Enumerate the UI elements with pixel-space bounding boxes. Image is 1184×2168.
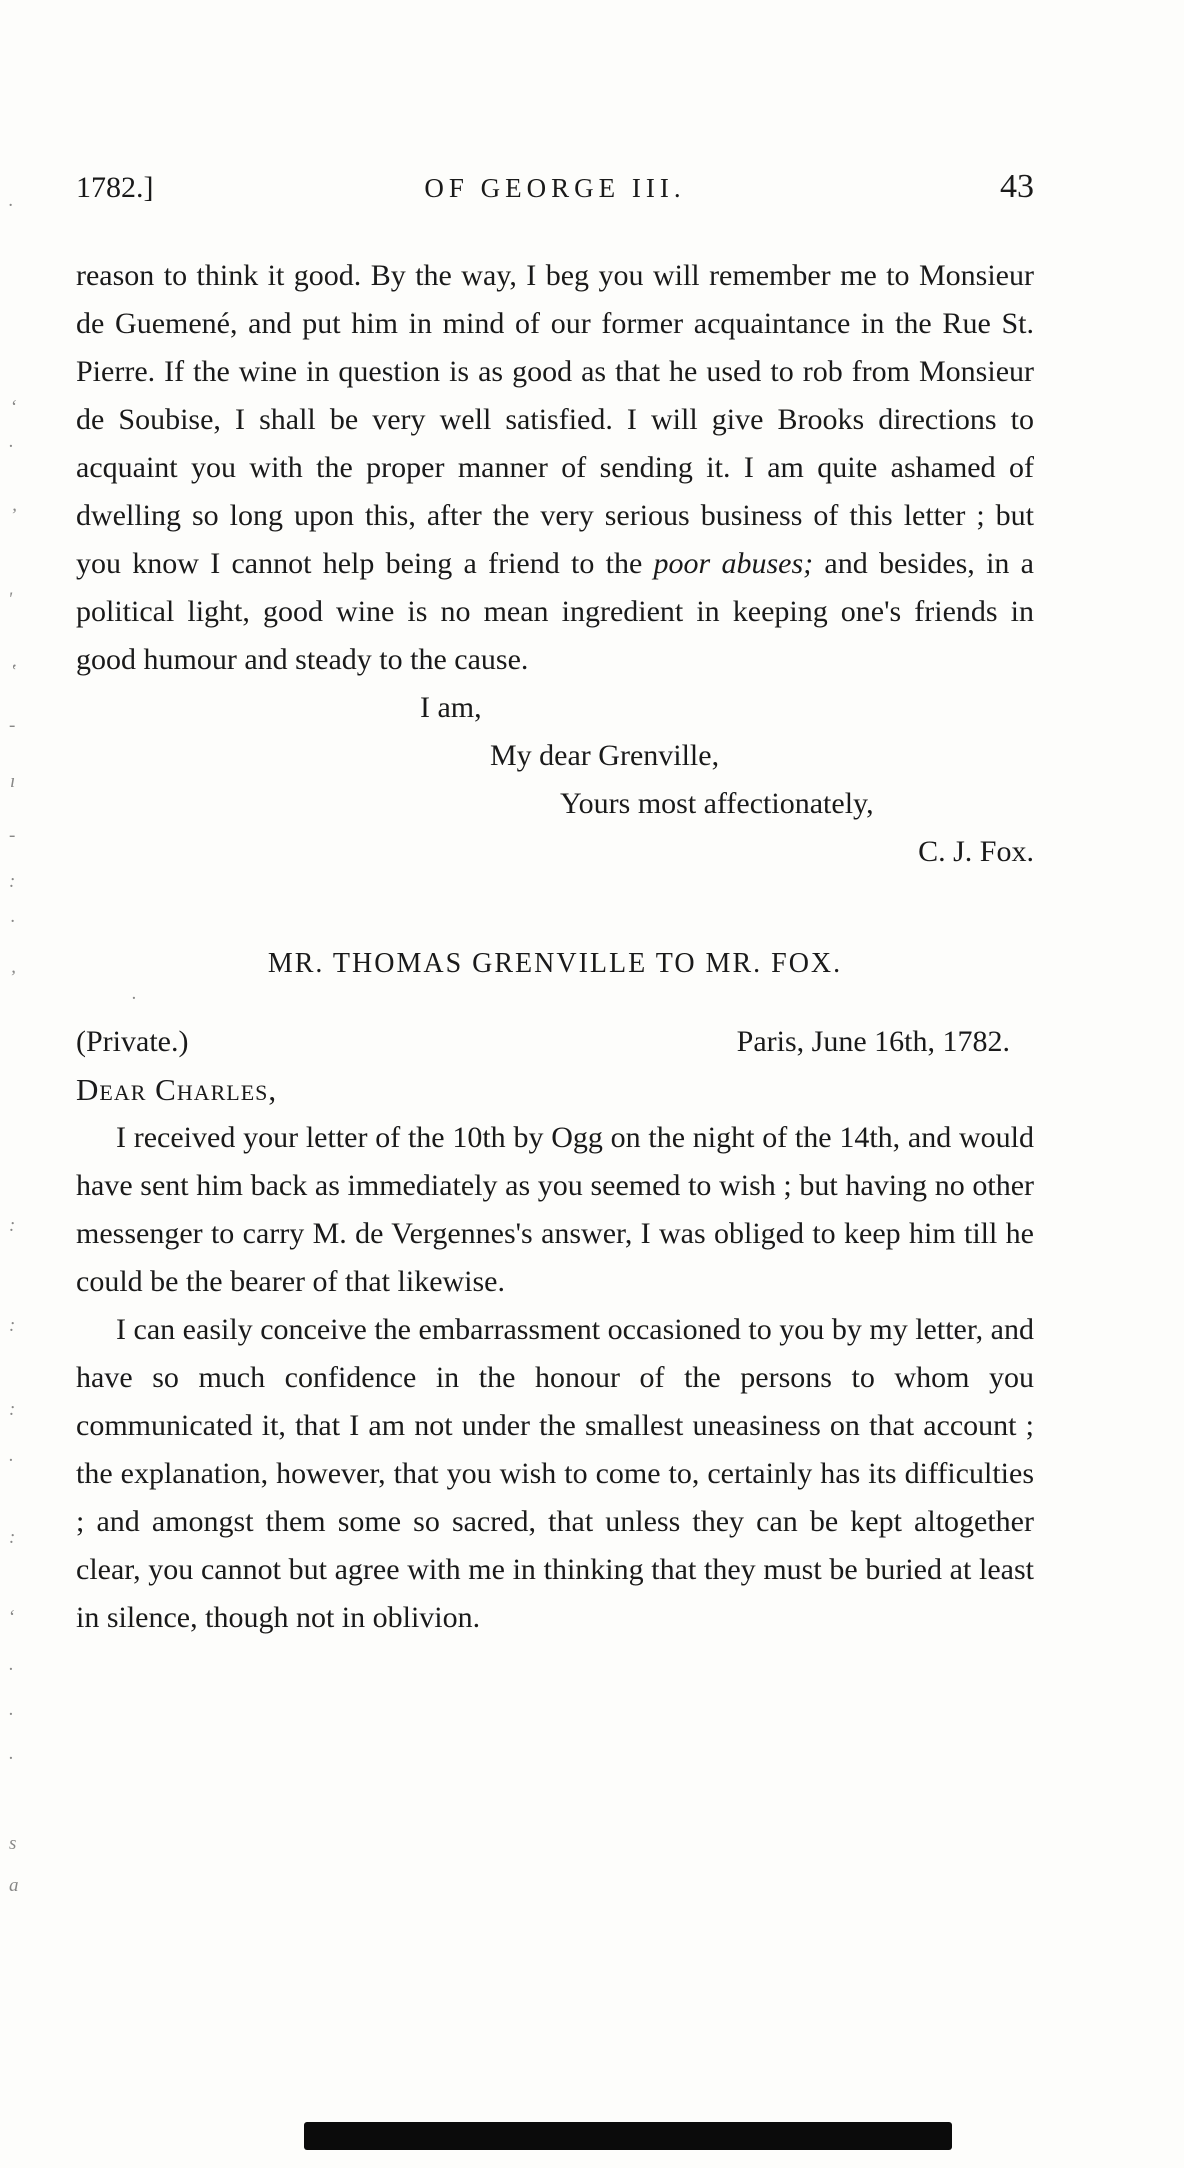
scan-speck: - [9,825,16,846]
scan-speck: . [132,983,137,1004]
scan-speck: ʼ [9,967,16,988]
scan-speck: · [8,195,13,216]
scan-speck: a [9,1875,19,1896]
letter-meta-row [76,1018,1034,1066]
scan-speck: ʻ [8,1607,15,1628]
signature-fox: C. J. Fox. [918,835,1034,868]
scan-speck: : [9,1527,16,1548]
running-title: OF GEORGE III. [424,173,686,203]
closing-line-3: Yours most affectionately, [560,787,874,820]
scan-speck: ʼ [10,505,17,526]
scan-speck: : [9,1315,16,1336]
page-header [76,168,1034,206]
scan-speck: s [9,1833,17,1854]
closing-line-2: My dear Grenville, [490,739,720,772]
private-note: (Private.) [76,1025,189,1058]
header-year: 1782.] [76,171,154,204]
letter-fox-text-end: and besides, in a political light, good wine is no mean ingredient in keeping one's friends in good humour and steady to the cause. [76,547,1034,676]
dateline: Paris, June 16th, 1782. [736,1025,1010,1058]
scan-speck: . [9,431,14,452]
scan-speck: . [9,1654,14,1675]
scan-speck: ʻ [10,397,17,418]
letter-fox [76,252,1034,876]
letter-grenville-paragraph-1: I received your letter of the 10th by Ogg on the night of the 14th, and would have sent him back as immediately as you seemed to wish ; but having no other messenger to carry M. de Vergennes's answer, I was obliged to keep him till he could be the bearer of that likewise. [76,1121,1034,1298]
scan-speck: : [9,871,16,892]
scan-speck: . [9,1743,14,1764]
page-number: 43 [1000,168,1034,205]
scan-speck: : [9,1399,16,1420]
letter-fox-text-start: reason to think it good. By the way, I beg you will remember me to Monsieur de Guemené, and put him in mind of our former acquaintance in the Rue St. Pierre. If the wine in question is as good as that he used to rob from Monsieur de Soubise, I shall be very well satisfied. I will give Brooks directions to acquaint you with the proper manner of sending it. I am quite ashamed of dwelling so long upon this, after the very serious business of this letter ; but you know I cannot help being a friend to the [76,259,1034,580]
scan-speck: . [9,1699,14,1720]
scan-speck: ı [10,771,16,792]
letter-grenville [76,1114,1034,1642]
closing-line-1: I am, [420,691,482,724]
scan-speck: : [9,1215,16,1236]
scan-speck: - [9,715,16,736]
scan-speck: · [10,911,15,932]
scan-artifact-bar [304,2122,952,2150]
scan-speck: ' [8,589,13,610]
salutation: Dear Charles, [76,1072,278,1107]
letter-heading: MR. THOMAS GRENVILLE TO MR. FOX. [267,948,843,979]
letter-fox-emphasis: poor abuses; [653,547,814,580]
scan-speck: . [9,1445,14,1466]
scan-speck: ʽ [10,661,17,682]
letter-grenville-paragraph-2: I can easily conceive the embarrassment occasioned to you by my letter, and have so much confidence in the honour of the persons to whom you communicated it, that I am not under the smallest uneasiness on that account ; the explanation, however, that you wish to come to, certainly has its difficulties ; and amongst them some so sacred, that unless they can be kept altogether clear, you cannot but agree with me in thinking that they must be buried at least in silence, though not in oblivion. [76,1313,1034,1634]
text-block [76,168,1034,1642]
letter-fox-paragraph [76,252,1034,684]
